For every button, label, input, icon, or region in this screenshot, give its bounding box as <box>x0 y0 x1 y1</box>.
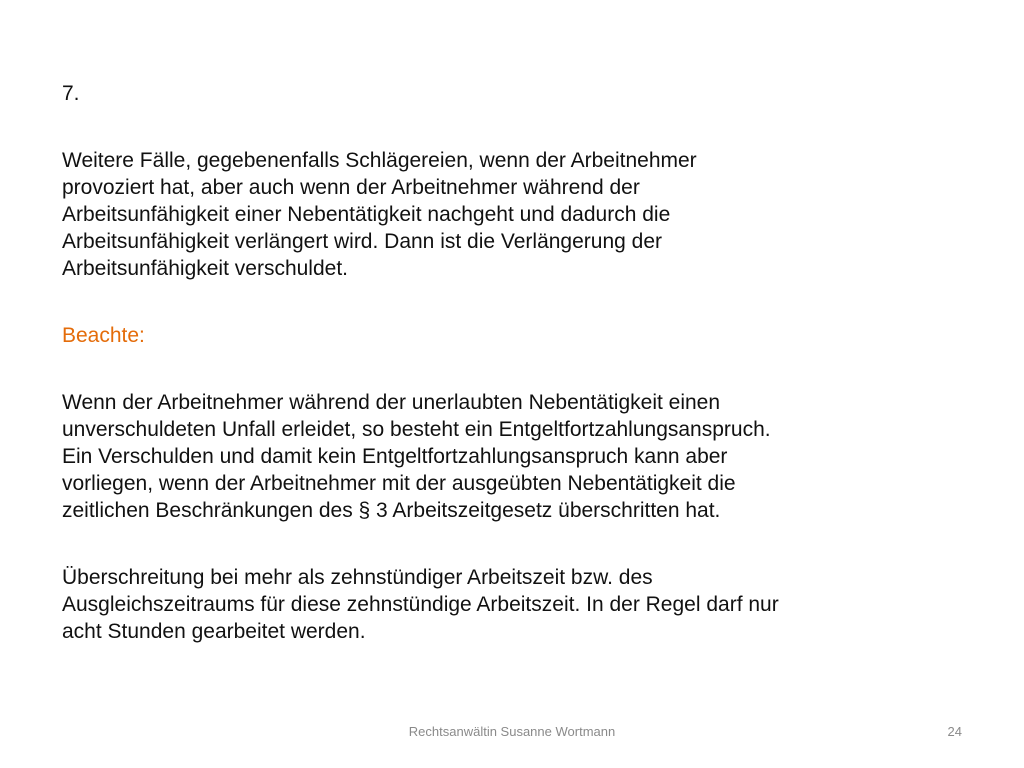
paragraph-further-cases: Weitere Fälle, gegebenenfalls Schlägereien, wenn der Arbeitnehmer provoziert hat, aber auch wenn der Arbeitnehmer während der Arbeitsunfähigkeit einer Nebentätigkeit nachgeht und dadurch die Arbeitsunfähigkeit verlängert wird. Dann ist die Verlängerung der Arbeitsunfähigkeit verschuldet. <box>62 149 697 280</box>
section-number: 7. <box>62 82 80 105</box>
note-label: Beachte: <box>62 324 145 347</box>
footer-author: Rechtsanwältin Susanne Wortmann <box>408 724 616 739</box>
slide-body <box>62 80 962 645</box>
page-number: 24 <box>947 724 962 739</box>
paragraph-side-job-accident: Wenn der Arbeitnehmer während der unerlaubten Nebentätigkeit einen unverschuldeten Unfall erleidet, so besteht ein Entgeltfortzahlungsanspruch. Ein Verschulden und damit kein Entgeltfortzahlungsanspruch kann aber vorliegen, wenn der Arbeitnehmer mit der ausgeübten Nebentätigkeit die zeitlichen Beschränkungen des § 3 Arbeitszeitgesetz überschritten hat. <box>62 391 771 522</box>
paragraph-working-time: Überschreitung bei mehr als zehnstündiger Arbeitszeit bzw. des Ausgleichszeitraums für diese zehnstündige Arbeitszeit. In der Regel darf nur acht Stunden gearbeitet werden. <box>62 566 779 643</box>
